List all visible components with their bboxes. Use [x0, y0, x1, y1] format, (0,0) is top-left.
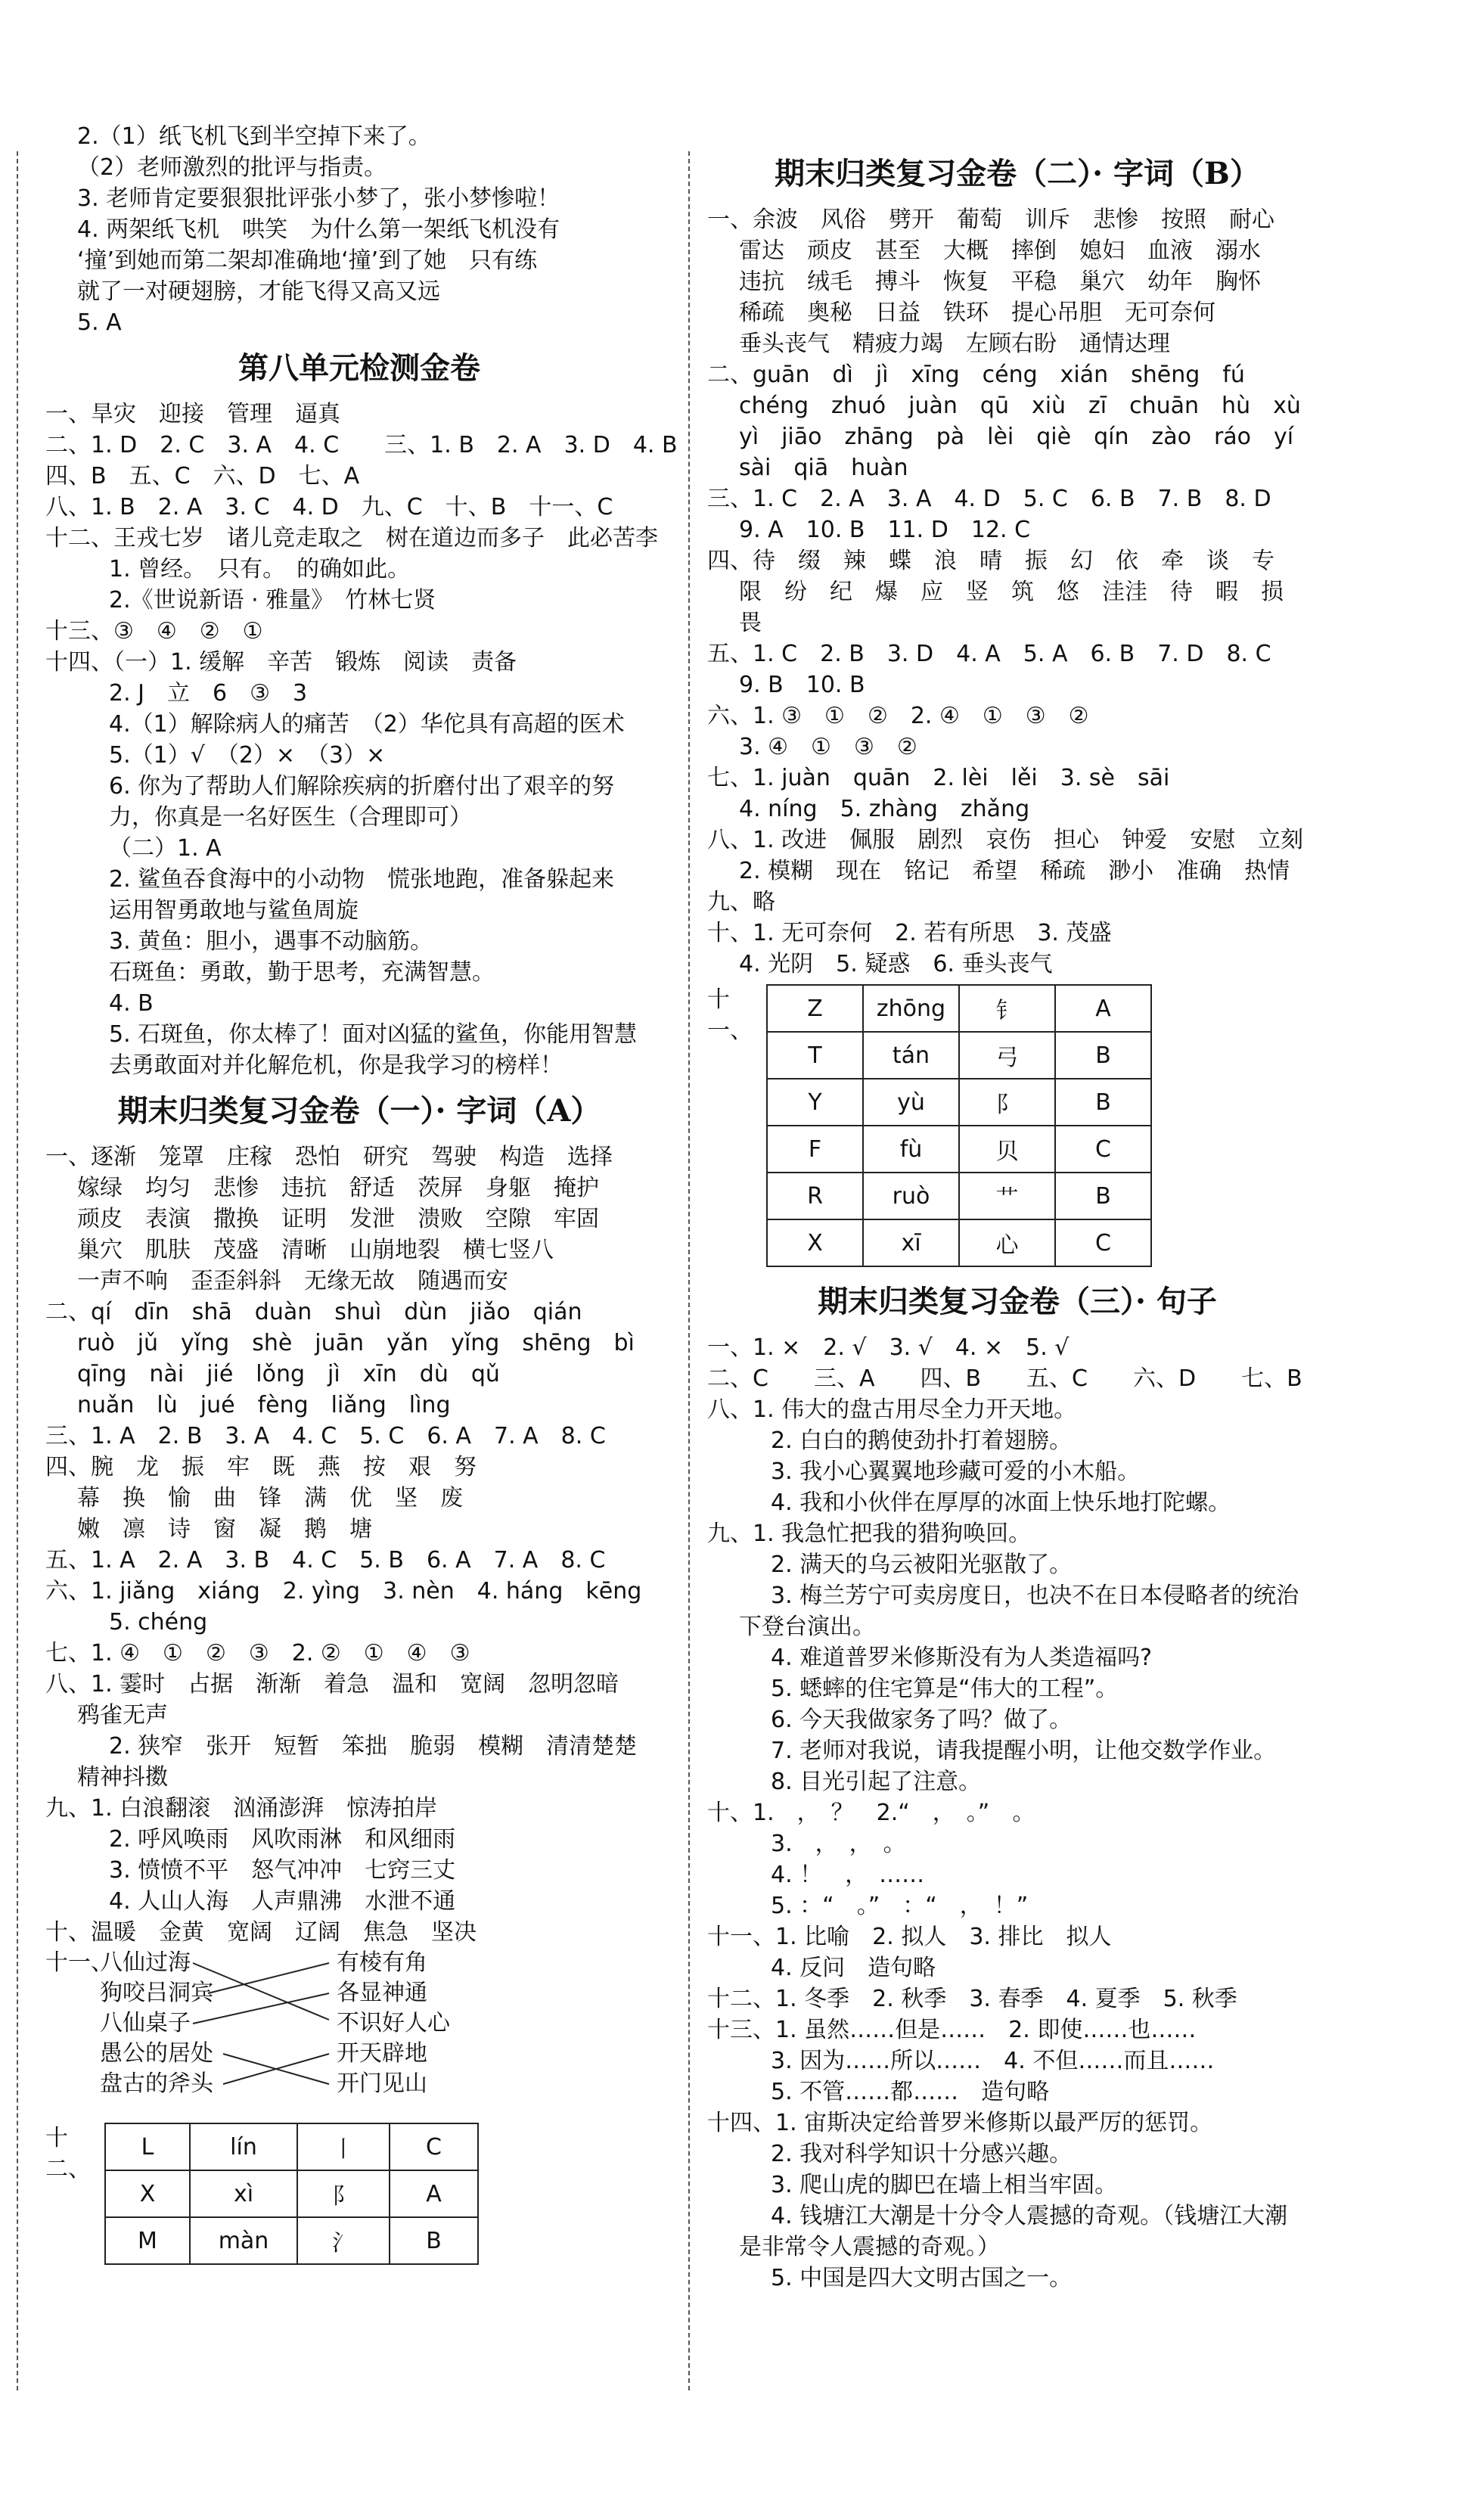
answer-line: 十一、1. 比喻 2. 拟人 3. 排比 拟人	[707, 1924, 1112, 1950]
table-cell: xì	[190, 2170, 297, 2217]
answer-line: 2. 我对科学知识十分感兴趣。	[771, 2141, 1073, 2167]
answer-line: 稀疏 奥秘 日益 铁环 提心吊胆 无可奈何	[739, 300, 1215, 326]
answer-line: 八、1. 霎时 占据 渐渐 着急 温和 宽阔 忽明忽暗	[45, 1671, 619, 1698]
answer-line: 十二、1. 冬季 2. 秋季 3. 春季 4. 夏季 5. 秋季	[707, 1986, 1237, 2012]
answer-line: 垂头丧气 精疲力竭 左顾右盼 通情达理	[739, 331, 1170, 357]
answer-line: 力，你真是一名好医生（合理即可）	[109, 804, 472, 831]
answer-line: 3. 爬山虎的脚巴在墙上相当牢固。	[771, 2172, 1118, 2198]
answer-line: 2. 呼风唤雨 风吹雨淋 和风细雨	[109, 1826, 456, 1853]
answer-line: （2）老师激烈的批评与指责。	[77, 154, 387, 181]
answer-line: 4.（1）解除病人的痛苦 （2）华佗具有高超的医术	[109, 711, 625, 738]
table-row	[105, 2123, 478, 2170]
answer-line: 3. 黄鱼：胆小，遇事不动脑筋。	[109, 928, 433, 955]
table-label: 十一、	[707, 986, 753, 1044]
final3-title: 期末归类复习金卷（三）· 句子	[818, 1284, 1217, 1319]
table-label: 十二、	[45, 2125, 91, 2182]
table-cell: xī	[863, 1219, 959, 1266]
match-right-item: 各显神通	[337, 1980, 427, 2006]
center-dashed-divider	[688, 151, 690, 2390]
answer-line: 巢穴 肌肤 茂盛 清晰 山崩地裂 横七竖八	[77, 1237, 554, 1263]
answer-line: 十四、（一）1. 缓解 辛苦 锻炼 阅读 责备	[45, 649, 517, 676]
answer-line: 精神抖擞	[77, 1764, 168, 1791]
table-cell: A	[390, 2170, 478, 2217]
match-right-item: 不识好人心	[337, 2010, 450, 2036]
answer-line: 七、1. ④ ① ② ③ 2. ② ① ④ ③	[45, 1640, 470, 1667]
answer-line: 三、1. A 2. B 3. A 4. C 5. C 6. A 7. A 8. C	[45, 1423, 606, 1449]
final2-answers	[707, 204, 1327, 980]
answer-line: 3. ④ ① ③ ②	[739, 734, 917, 760]
table-cell: yù	[863, 1079, 959, 1126]
final3-answers	[707, 1332, 1327, 2294]
answer-line: 3. 愤愤不平 怒气冲冲 七窍三丈	[109, 1857, 456, 1884]
answer-line: 石斑鱼：勇敢，勤于思考，充满智慧。	[109, 959, 495, 986]
answer-line: （二）1. A	[109, 835, 222, 862]
answer-line: qīng nài jié lǒng jì xīn dù qǔ	[77, 1361, 500, 1387]
answer-line: 2. 白白的鹅使劲扑打着翅膀。	[771, 1427, 1073, 1454]
table-cell: 心	[959, 1219, 1055, 1266]
answer-line: ruò jǔ yǐng shè juān yǎn yǐng shēng bì	[77, 1330, 635, 1356]
answer-line: 5.（1）√ （2）× （3）×	[109, 742, 386, 769]
table-cell: B	[1055, 1032, 1151, 1079]
table-cell: tán	[863, 1032, 959, 1079]
answer-line: 2. 鲨鱼吞食海中的小动物 慌张地跑，准备躲起来	[109, 866, 615, 893]
table-row	[767, 1079, 1151, 1126]
answer-line: 七、1. juàn quān 2. lèi lěi 3. sè sāi	[707, 765, 1170, 791]
match-left-item: 盘古的斧头	[100, 2070, 213, 2097]
answer-line: 二、1. D 2. C 3. A 4. C 三、1. B 2. A 3. D 4. B	[45, 432, 678, 458]
answer-line: 八、1. 改进 佩服 剧烈 哀伤 担心 钟爱 安慰 立刻	[707, 827, 1304, 853]
answer-line: 六、1. jiǎng xiáng 2. yìng 3. nèn 4. háng kēng	[45, 1578, 642, 1604]
right-table-block	[707, 984, 1327, 1267]
answer-line: 一、余波 风俗 劈开 葡萄 训斥 悲惨 按照 耐心	[707, 207, 1274, 233]
answer-line: 3. 老师肯定要狠狠批评张小梦了，张小梦惨啦！	[77, 185, 560, 212]
table-cell: B	[390, 2217, 478, 2264]
answer-line: 顽皮 表演 撒换 证明 发泄 溃败 空隙 牢固	[77, 1206, 599, 1232]
answer-line: 4. 光阴 5. 疑惑 6. 垂头丧气	[739, 951, 1053, 977]
answer-line: 4. níng 5. zhàng zhǎng	[739, 796, 1030, 822]
answer-line: 3. 我小心翼翼地珍藏可爱的小木船。	[771, 1458, 1141, 1485]
table-row	[767, 1173, 1151, 1219]
answer-line: 四、B 五、C 六、D 七、A	[45, 463, 360, 489]
answer-line: 八、1. 伟大的盘古用尽全力开天地。	[707, 1396, 1077, 1423]
answer-line: 限 纷 纪 爆 应 竖 筑 悠 洼洼 待 暇 损	[739, 579, 1284, 605]
table-cell: T	[767, 1032, 863, 1079]
answer-line: 2. 满天的乌云被阳光驱散了。	[771, 1552, 1073, 1578]
answer-line: 八、1. B 2. A 3. C 4. D 九、C 十、B 十一、C	[45, 494, 613, 520]
answer-line: 违抗 绒毛 搏斗 恢复 平稳 巢穴 幼年 胸怀	[739, 269, 1261, 295]
answer-line: 4. 人山人海 人声鼎沸 水泄不通	[109, 1888, 456, 1915]
answer-line: ‘撞’到她而第二架却准确地‘撞’到了她 只有练	[77, 247, 538, 274]
table-cell: X	[767, 1219, 863, 1266]
top-answers	[45, 121, 673, 338]
table-cell: 弓	[959, 1032, 1055, 1079]
answer-line: 鸦雀无声	[77, 1702, 168, 1729]
answer-line: 1. 曾经。 只有。 的确如此。	[109, 556, 411, 582]
answer-line: 5. 不管……都…… 造句略	[771, 2079, 1050, 2105]
answer-line: 嫁绿 均匀 悲惨 违抗 舒适 茨屏 身躯 掩护	[77, 1175, 599, 1201]
answer-line: 就了一对硬翅膀，才能飞得又高又远	[77, 278, 440, 305]
answer-line: 5. chéng	[109, 1609, 208, 1635]
answer-line: 去勇敢面对并化解危机，你是我学习的榜样！	[109, 1052, 563, 1079]
match-left-item: 愚公的居处	[100, 2040, 213, 2067]
table-cell: C	[1055, 1219, 1151, 1266]
table-cell: Y	[767, 1079, 863, 1126]
answer-line: 3. 因为……所以…… 4. 不但……而且……	[771, 2048, 1215, 2074]
table-cell: fù	[863, 1126, 959, 1173]
answer-line: 二、C 三、A 四、B 五、C 六、D 七、B	[707, 1365, 1302, 1392]
table-cell: B	[1055, 1173, 1151, 1219]
answer-line: 6. 你为了帮助人们解除疾病的折磨付出了艰辛的努	[109, 773, 615, 800]
answer-line: 6. 今天我做家务了吗？做了。	[771, 1707, 1073, 1733]
answer-line: 5. ：“ 。” ：“ ， ！”	[771, 1893, 1029, 1919]
table-cell: 阝	[959, 1079, 1055, 1126]
answer-line: 3. ， ， 。	[771, 1831, 906, 1857]
answer-line: 4. ！ ， ……	[771, 1862, 925, 1888]
answer-line: yì jiāo zhāng pà lèi qiè qín zào ráo yí	[739, 424, 1294, 450]
answer-line: 嫩 凛 诗 窗 凝 鹅 塘	[77, 1516, 372, 1542]
answer-line: 8. 目光引起了注意。	[771, 1769, 982, 1795]
answer-line: 十三、1. 虽然……但是…… 2. 即使……也……	[707, 2017, 1197, 2043]
answer-line: 下登台演出。	[739, 1614, 875, 1640]
answer-line: 2. J 立 6 ③ 3	[109, 680, 308, 707]
table-row	[105, 2170, 478, 2217]
table-cell: X	[105, 2170, 190, 2217]
unit8-answers	[45, 399, 678, 1081]
answer-line: 5. 蟋蟀的住宅算是“伟大的工程”。	[771, 1676, 1119, 1702]
match-line	[193, 1993, 329, 2024]
answer-line: 5. 石斑鱼，你太棒了！面对凶猛的鲨鱼，你能用智慧	[109, 1021, 638, 1048]
answer-line: 四、待 缀 辣 蝶 浪 晴 振 幻 依 牵 谈 专	[707, 548, 1274, 574]
answer-line: 十、温暖 金黄 宽阔 辽阔 焦急 坚决	[45, 1919, 477, 1946]
answer-line: 九、1. 白浪翻滚 汹涌澎湃 惊涛拍岸	[45, 1795, 438, 1822]
table-cell: M	[105, 2217, 190, 2264]
answer-line: 3. 梅兰芳宁可卖房度日，也决不在日本侵略者的统治	[771, 1583, 1299, 1609]
match-right-item: 开天辟地	[337, 2040, 427, 2067]
answer-line: chéng zhuó juàn qū xiù zī chuān hù xù	[739, 393, 1301, 419]
right-answer-table	[766, 984, 1152, 1267]
answer-line: 9. A 10. B 11. D 12. C	[739, 517, 1031, 543]
matching-exercise	[45, 1948, 673, 2118]
unit8-title: 第八单元检测金卷	[238, 350, 480, 386]
left-column	[45, 121, 678, 2269]
answer-line: 2.（1）纸飞机飞到半空掉下来了。	[77, 123, 431, 150]
answer-line: 一、逐渐 笼罩 庄稼 恐怕 研究 驾驶 构造 选择	[45, 1144, 613, 1170]
answer-line: 9. B 10. B	[739, 672, 865, 698]
answer-line: 一、旱灾 迎接 管理 逼真	[45, 401, 340, 427]
answer-line: 二、guān dì jì xīng céng xián shēng fú	[707, 362, 1245, 388]
answer-line: 十、1. ， ？ 2.“ ， 。” 。	[707, 1800, 1035, 1826]
table-cell: A	[1055, 985, 1151, 1032]
answer-line: 三、1. C 2. A 3. A 4. D 5. C 6. B 7. B 8. D	[707, 486, 1271, 512]
answer-line: 2. 狭窄 张开 短暂 笨拙 脆弱 模糊 清清楚楚	[109, 1733, 638, 1760]
answer-line: 四、腕 龙 振 牢 既 燕 按 艰 努	[45, 1454, 477, 1480]
table-cell: Z	[767, 985, 863, 1032]
table-row	[767, 985, 1151, 1032]
match-right-item: 开门见山	[337, 2070, 427, 2097]
answer-line: 九、1. 我急忙把我的猎狗唤回。	[707, 1521, 1032, 1547]
table-cell: 贝	[959, 1126, 1055, 1173]
table-row	[767, 1126, 1151, 1173]
left-answer-table	[104, 2123, 479, 2265]
table-cell: 阝	[297, 2170, 390, 2217]
answer-line: 畏	[739, 610, 762, 636]
answer-line: 五、1. A 2. A 3. B 4. C 5. B 6. A 7. A 8. C	[45, 1547, 606, 1573]
answer-line: 十四、1. 宙斯决定给普罗米修斯以最严厉的惩罚。	[707, 2110, 1213, 2136]
answer-line: 十二、王戎七岁 诸儿竞走取之 树在道边而多子 此必苦李	[45, 525, 658, 551]
match-right-item: 有棱有角	[337, 1949, 427, 1976]
answer-line: 六、1. ③ ① ② 2. ④ ① ③ ②	[707, 703, 1089, 729]
table-cell: lín	[190, 2123, 297, 2170]
answer-line: 幕 换 愉 曲 锋 满 优 坚 废	[77, 1485, 463, 1511]
table-cell: 艹	[959, 1173, 1055, 1219]
table-cell: 氵	[297, 2217, 390, 2264]
answer-line: 5. 中国是四大文明古国之一。	[771, 2265, 1073, 2291]
match-left-item: 狗咬吕洞宾	[100, 1980, 213, 2006]
table-row	[767, 1219, 1151, 1266]
answer-line: 4. 难道普罗米修斯没有为人类造福吗?	[771, 1645, 1153, 1671]
table-cell: 丨	[297, 2123, 390, 2170]
table-cell: B	[1055, 1079, 1151, 1126]
final2-title: 期末归类复习金卷（二）· 字词（B）	[775, 156, 1260, 191]
table-cell: ruò	[863, 1173, 959, 1219]
left-dashed-divider	[17, 151, 18, 2390]
answer-line: 4. B	[109, 990, 154, 1017]
table-cell: màn	[190, 2217, 297, 2264]
answer-line: nuǎn lù jué fèng liǎng lìng	[77, 1392, 451, 1418]
answer-line: 4. 我和小伙伴在厚厚的冰面上快乐地打陀螺。	[771, 1489, 1231, 1516]
final1-answers	[45, 1142, 673, 1948]
table-cell: 钅	[959, 985, 1055, 1032]
table-cell: L	[105, 2123, 190, 2170]
answer-line: 一声不响 歪歪斜斜 无缘无故 随遇而安	[77, 1268, 508, 1294]
answer-line: 7. 老师对我说，请我提醒小明，让他交数学作业。	[771, 1738, 1277, 1764]
table-cell: R	[767, 1173, 863, 1219]
answer-line: 2. 模糊 现在 铭记 希望 稀疏 渺小 准确 热情	[739, 858, 1290, 884]
answer-line: 2.《世说新语 · 雅量》 竹林七贤	[109, 587, 436, 613]
answer-line: 4. 反问 造句略	[771, 1955, 936, 1981]
answer-line: 4. 两架纸飞机 哄笑 为什么第一架纸飞机没有	[77, 216, 560, 243]
answer-line: 是非常令人震撼的奇观。）	[739, 2234, 1000, 2260]
answer-line: 一、1. × 2. √ 3. √ 4. × 5. √	[707, 1334, 1070, 1361]
answer-line: 五、1. C 2. B 3. D 4. A 5. A 6. B 7. D 8. C	[707, 641, 1271, 667]
table-cell: C	[1055, 1126, 1151, 1173]
match-left-item: 八仙过海	[100, 1949, 191, 1976]
table-cell: zhōng	[863, 985, 959, 1032]
match-line	[208, 1963, 329, 1993]
answer-line: 九、略	[707, 889, 775, 915]
answer-line: 4. 钱塘江大潮是十分令人震撼的奇观。（钱塘江大潮	[771, 2203, 1288, 2229]
answer-line: 运用智勇敢地与鲨鱼周旋	[109, 897, 359, 924]
left-table-block	[45, 2123, 673, 2265]
answer-line: 雷达 顽皮 甚至 大概 摔倒 媳妇 血液 溺水	[739, 238, 1261, 264]
table-row	[767, 1032, 1151, 1079]
table-cell: F	[767, 1126, 863, 1173]
match-label: 十一、	[45, 1949, 113, 1976]
table-row	[105, 2217, 478, 2264]
right-column	[707, 144, 1327, 2294]
final1-title: 期末归类复习金卷（一）· 字词（A）	[117, 1093, 601, 1129]
table-cell: C	[390, 2123, 478, 2170]
answer-line: 十三、③ ④ ② ①	[45, 618, 263, 645]
match-left-item: 八仙桌子	[100, 2010, 191, 2036]
answer-line: 5. A	[77, 309, 122, 336]
answer-line: 二、qí dīn shā duàn shuì dùn jiǎo qián	[45, 1299, 582, 1325]
answer-line: 十、1. 无可奈何 2. 若有所思 3. 茂盛	[707, 920, 1112, 946]
answer-line: sài qiā huàn	[739, 455, 908, 481]
